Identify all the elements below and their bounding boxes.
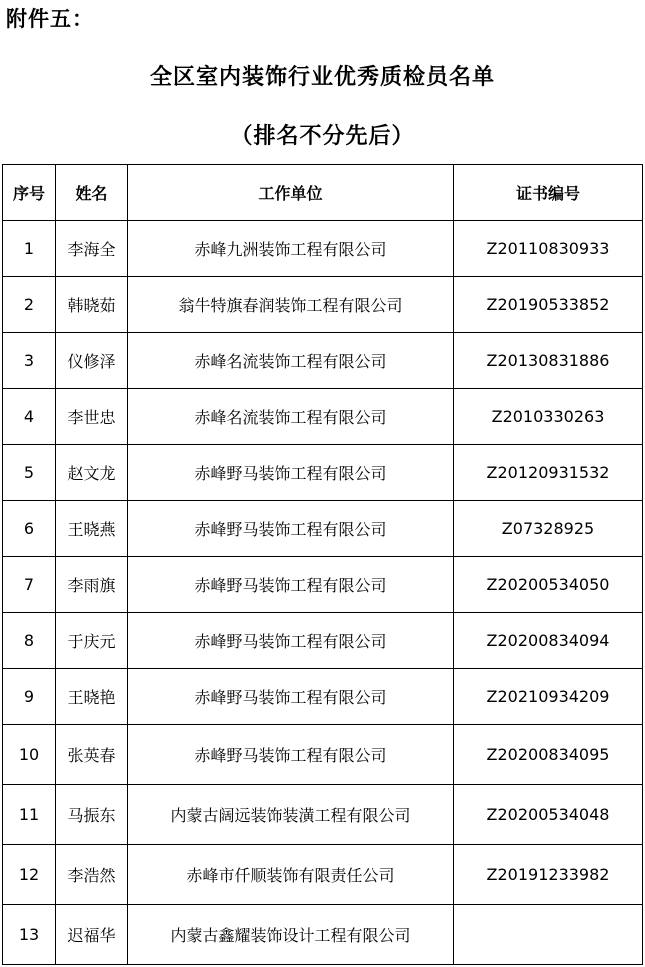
header-organization: 工作单位 bbox=[128, 165, 454, 221]
cell-seq: 4 bbox=[3, 389, 56, 445]
table-body bbox=[3, 221, 643, 965]
cell-organization: 赤峰名流装饰工程有限公司 bbox=[128, 389, 454, 445]
cell-name: 李世忠 bbox=[56, 389, 128, 445]
cell-name: 李浩然 bbox=[56, 845, 128, 905]
cell-certificate: Z20200534048 bbox=[454, 785, 643, 845]
table-row bbox=[3, 389, 643, 445]
cell-name: 马振东 bbox=[56, 785, 128, 845]
cell-organization: 赤峰野马装饰工程有限公司 bbox=[128, 613, 454, 669]
cell-certificate: Z20130831886 bbox=[454, 333, 643, 389]
cell-organization: 赤峰野马装饰工程有限公司 bbox=[128, 445, 454, 501]
cell-seq: 8 bbox=[3, 613, 56, 669]
cell-organization: 翁牛特旗春润装饰工程有限公司 bbox=[128, 277, 454, 333]
cell-certificate: Z2010330263 bbox=[454, 389, 643, 445]
document-subtitle: （排名不分先后） bbox=[230, 124, 415, 149]
cell-organization: 赤峰名流装饰工程有限公司 bbox=[128, 333, 454, 389]
cell-name: 迟福华 bbox=[56, 905, 128, 965]
cell-seq: 6 bbox=[3, 501, 56, 557]
table-row bbox=[3, 221, 643, 277]
header-certificate: 证书编号 bbox=[454, 165, 643, 221]
cell-name: 张英春 bbox=[56, 725, 128, 785]
table-row bbox=[3, 725, 643, 785]
document-title: 全区室内装饰行业优秀质检员名单 bbox=[149, 65, 495, 90]
cell-organization: 赤峰野马装饰工程有限公司 bbox=[128, 669, 454, 725]
table-row bbox=[3, 557, 643, 613]
cell-seq: 3 bbox=[3, 333, 56, 389]
cell-certificate: Z07328925 bbox=[454, 501, 643, 557]
cell-certificate bbox=[454, 905, 643, 965]
cell-certificate: Z20210934209 bbox=[454, 669, 643, 725]
cell-name: 李雨旗 bbox=[56, 557, 128, 613]
cell-name: 赵文龙 bbox=[56, 445, 128, 501]
cell-certificate: Z20110830933 bbox=[454, 221, 643, 277]
cell-certificate: Z20200834094 bbox=[454, 613, 643, 669]
cell-seq: 1 bbox=[3, 221, 56, 277]
cell-name: 于庆元 bbox=[56, 613, 128, 669]
cell-seq: 10 bbox=[3, 725, 56, 785]
table-row bbox=[3, 845, 643, 905]
cell-seq: 5 bbox=[3, 445, 56, 501]
table-row bbox=[3, 613, 643, 669]
header-name: 姓名 bbox=[56, 165, 128, 221]
cell-seq: 7 bbox=[3, 557, 56, 613]
cell-seq: 13 bbox=[3, 905, 56, 965]
table-header bbox=[3, 165, 643, 221]
cell-seq: 12 bbox=[3, 845, 56, 905]
table-row bbox=[3, 669, 643, 725]
cell-organization: 赤峰野马装饰工程有限公司 bbox=[128, 501, 454, 557]
cell-organization: 赤峰野马装饰工程有限公司 bbox=[128, 557, 454, 613]
cell-name: 王晓燕 bbox=[56, 501, 128, 557]
cell-name: 李海全 bbox=[56, 221, 128, 277]
cell-seq: 2 bbox=[3, 277, 56, 333]
header-row bbox=[3, 165, 643, 221]
table-row bbox=[3, 277, 643, 333]
cell-certificate: Z20120931532 bbox=[454, 445, 643, 501]
roster-table bbox=[2, 164, 643, 965]
table-row bbox=[3, 333, 643, 389]
cell-organization: 赤峰九洲装饰工程有限公司 bbox=[128, 221, 454, 277]
table-row bbox=[3, 905, 643, 965]
header-seq: 序号 bbox=[3, 165, 56, 221]
cell-organization: 内蒙古鑫耀装饰设计工程有限公司 bbox=[128, 905, 454, 965]
cell-seq: 11 bbox=[3, 785, 56, 845]
cell-certificate: Z20191233982 bbox=[454, 845, 643, 905]
cell-certificate: Z20190533852 bbox=[454, 277, 643, 333]
cell-name: 仪修泽 bbox=[56, 333, 128, 389]
cell-name: 王晓艳 bbox=[56, 669, 128, 725]
cell-certificate: Z20200834095 bbox=[454, 725, 643, 785]
cell-name: 韩晓茹 bbox=[56, 277, 128, 333]
cell-organization: 内蒙古阔远装饰装潢工程有限公司 bbox=[128, 785, 454, 845]
cell-certificate: Z20200534050 bbox=[454, 557, 643, 613]
cell-seq: 9 bbox=[3, 669, 56, 725]
table-row bbox=[3, 445, 643, 501]
cell-organization: 赤峰野马装饰工程有限公司 bbox=[128, 725, 454, 785]
table-row bbox=[3, 785, 643, 845]
cell-organization: 赤峰市仟顺装饰有限责任公司 bbox=[128, 845, 454, 905]
table-row bbox=[3, 501, 643, 557]
attachment-label: 附件五： bbox=[6, 7, 94, 31]
